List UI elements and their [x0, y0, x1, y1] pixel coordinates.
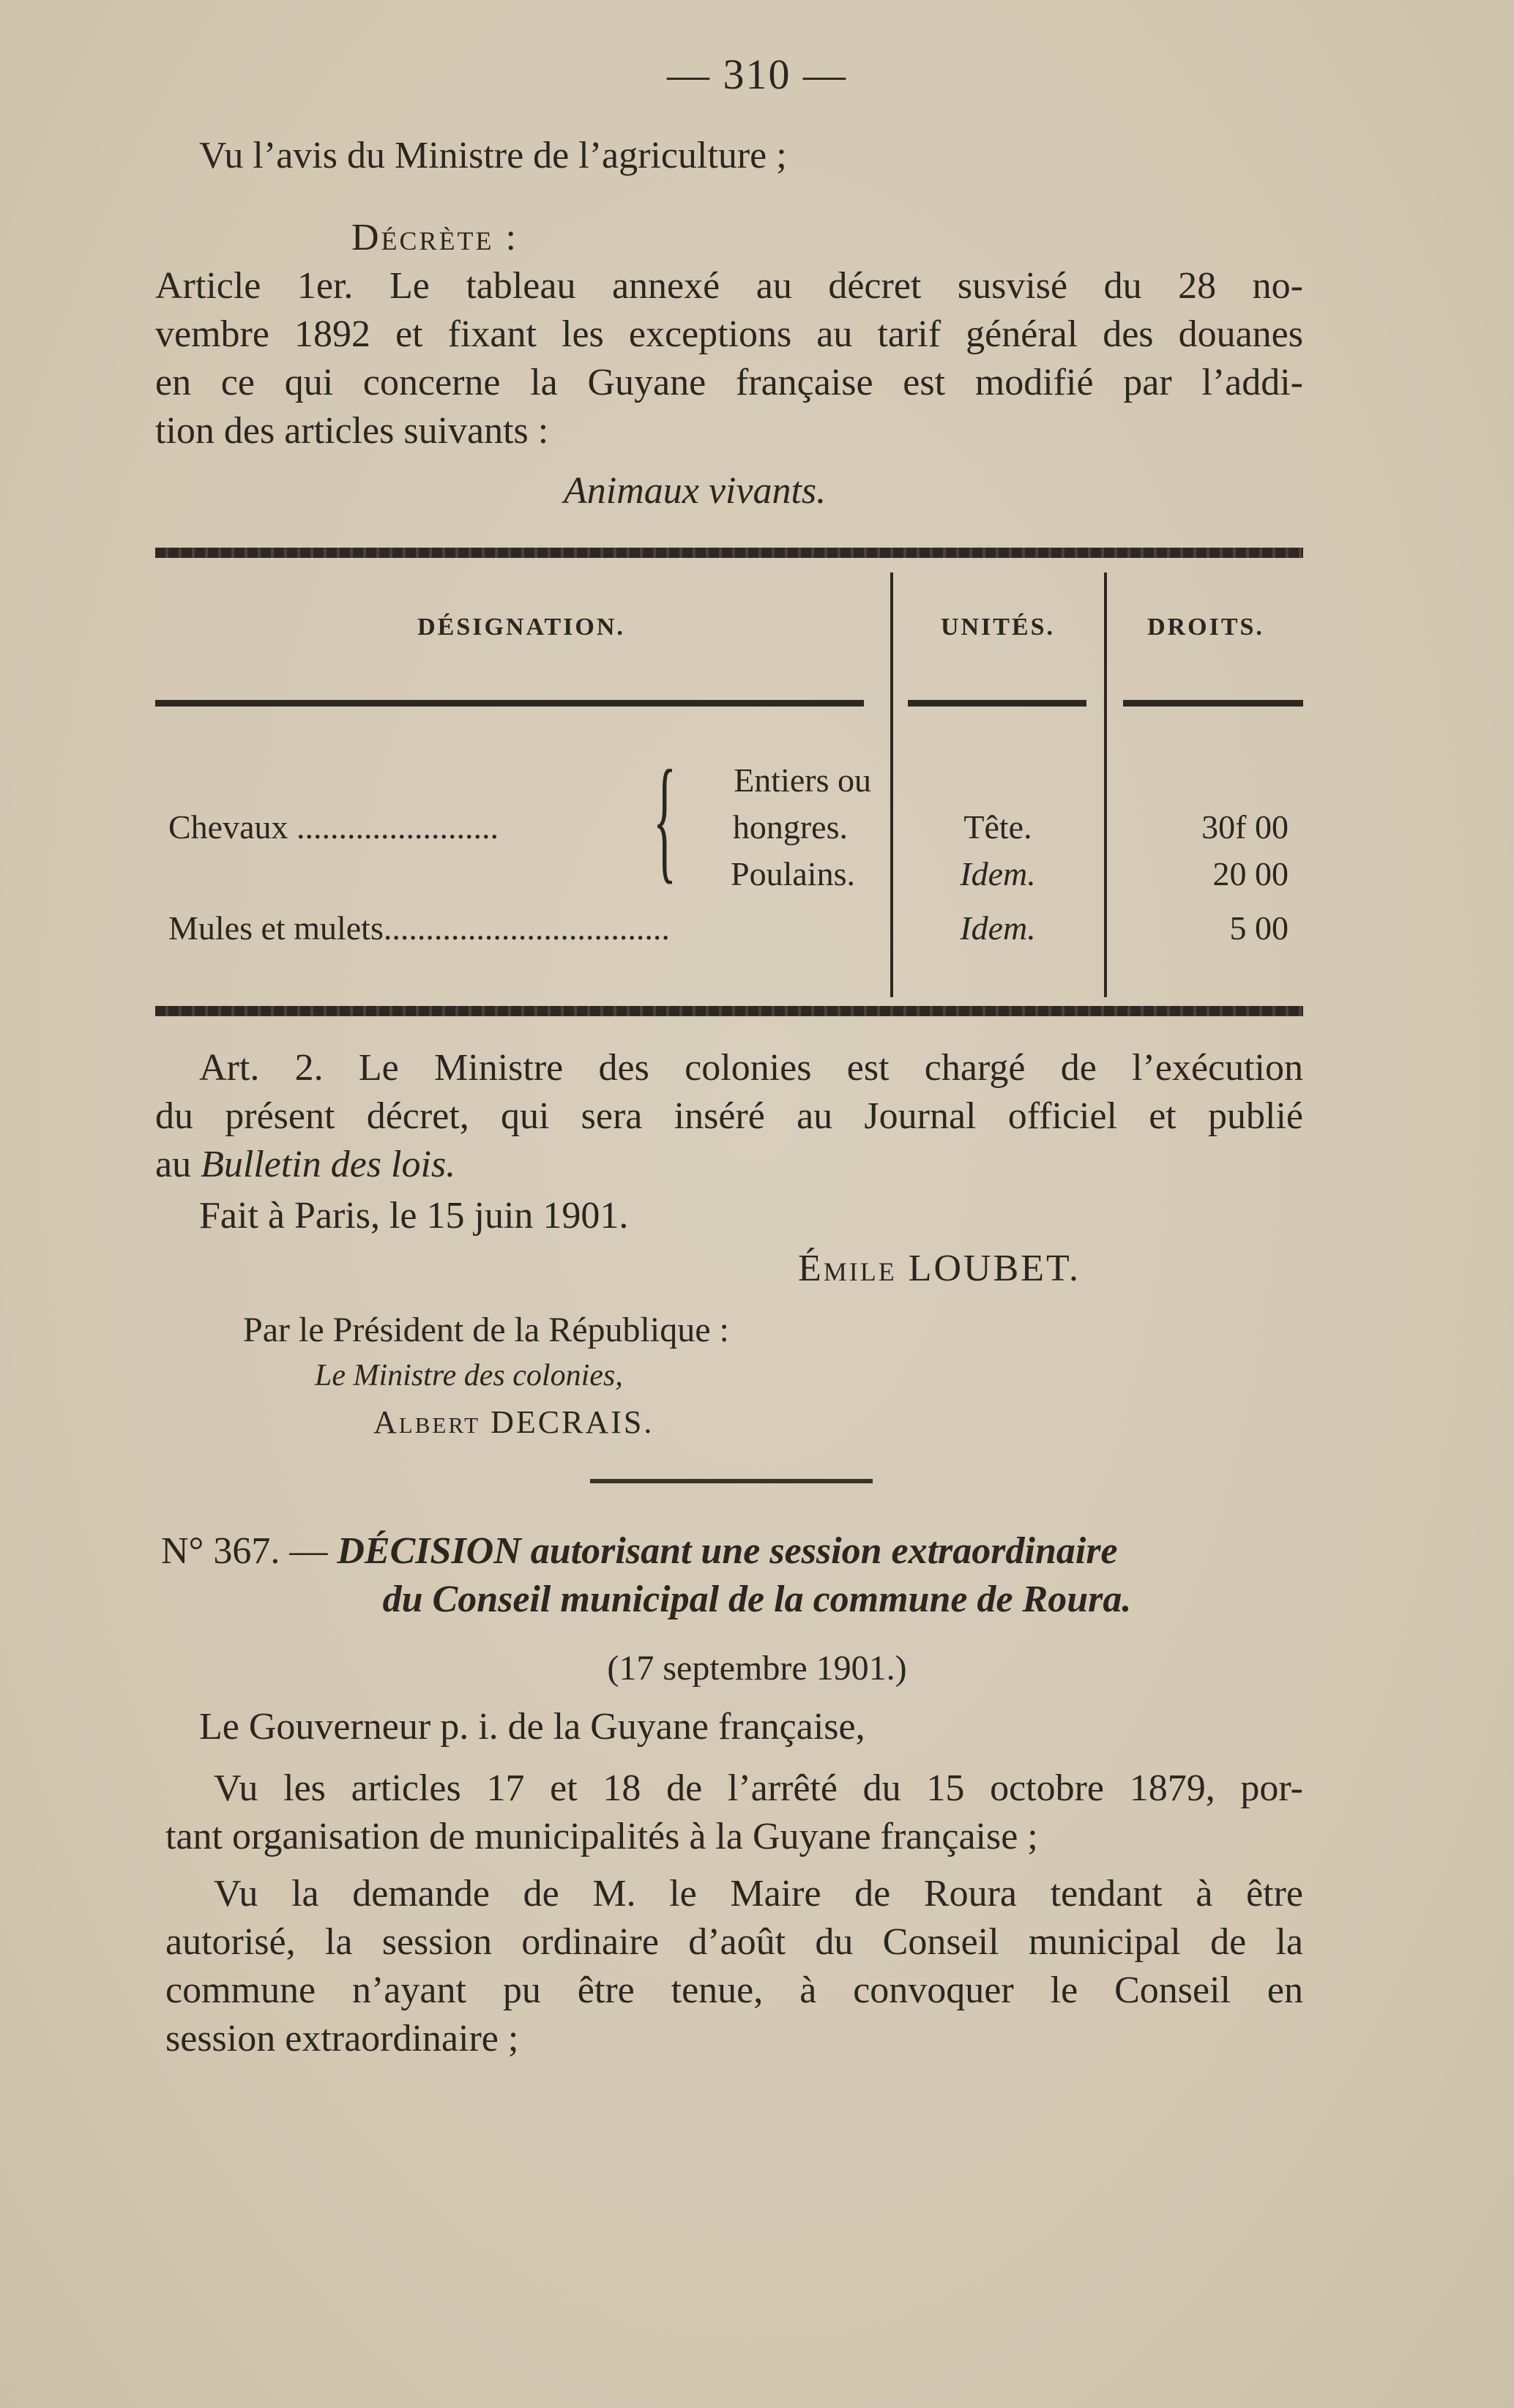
vu2-line-1: Vu la demande de M. le Maire de Roura tendant à être: [214, 1873, 1303, 1915]
article2-line-1: Art. 2. Le Ministre des colonies est chargé de l’exécution: [199, 1047, 1303, 1089]
header-designation: DÉSIGNATION.: [417, 614, 625, 641]
par-le-president: Par le Président de la République :: [243, 1311, 729, 1349]
fait-a-paris: Fait à Paris, le 15 juin 1901.: [199, 1195, 629, 1237]
table-bottom-rule: [155, 1006, 1303, 1016]
row-2-unite: Idem.: [960, 855, 1036, 892]
article2-line-3: au Bulletin des lois.: [155, 1144, 456, 1185]
article1-line-2: vembre 1892 et fixant les exceptions au tarif général des douanes: [155, 313, 1303, 355]
vu-ministre-line: Vu l’avis du Ministre de l’agriculture ;: [199, 135, 787, 176]
ministre-des-colonies: Le Ministre des colonies,: [315, 1359, 623, 1393]
vu1-line-2: tant organisation de municipalités à la Guyane française ;: [165, 1816, 1038, 1857]
row-3-droit: 5 00: [1229, 909, 1289, 947]
table-top-rule: [155, 548, 1303, 558]
vu2-line-4: session extraordinaire ;: [165, 2018, 519, 2060]
article1-line-4: tion des articles suivants :: [155, 410, 549, 452]
row-1-droit: 30f 00: [1201, 808, 1289, 846]
row-2-droit: 20 00: [1212, 855, 1289, 892]
vu2-line-3: commune n’ayant pu être tenue, à convoquer le Conseil en: [165, 1969, 1303, 2011]
sub-hongres: hongres.: [732, 808, 848, 846]
header-rule-unites: [908, 700, 1086, 707]
section-separator: [590, 1479, 873, 1483]
vu1-line-1: Vu les articles 17 et 18 de l’arrêté du 15 octobre 1879, por-: [214, 1767, 1303, 1809]
vu2-line-2: autorisé, la session ordinaire d’août du Conseil municipal de la: [165, 1921, 1303, 1963]
header-rule-droits: [1123, 700, 1303, 707]
signataire-loubet: Émile LOUBET.: [798, 1248, 1081, 1289]
row-chevaux-label: Chevaux ........................: [168, 808, 499, 846]
header-unites: UNITÉS.: [940, 614, 1056, 641]
article2-line-2: du présent décret, qui sera inséré au Journal officiel et publié: [155, 1095, 1303, 1137]
section-title: Animaux vivants.: [564, 470, 827, 512]
decision-heading-line2: du Conseil municipal de la commune de Roura.: [382, 1578, 1132, 1620]
row-mules-label: Mules et mulets..................................: [168, 909, 670, 947]
sub-poulains: Poulains.: [731, 855, 855, 892]
table-column-divider-1: [890, 573, 893, 997]
row-3-unite: Idem.: [960, 909, 1036, 947]
page-number: — 310 —: [667, 51, 847, 98]
gouverneur-line: Le Gouverneur p. i. de la Guyane française,: [199, 1706, 865, 1748]
albert-decrais: Albert DECRAIS.: [373, 1404, 655, 1440]
decision-date: (17 septembre 1901.): [607, 1649, 907, 1688]
header-rule-designation: [155, 700, 864, 707]
article1-line-1: Article 1er. Le tableau annexé au décret susvisé du 28 no-: [155, 265, 1303, 307]
row-1-unite: Tête.: [963, 808, 1032, 846]
header-droits: DROITS.: [1147, 614, 1264, 641]
decision-heading: N° 367. — DÉCISION autorisant une session extraordinaire: [161, 1530, 1118, 1572]
sub-entiers: Entiers ou: [734, 761, 871, 799]
decrete-heading: Décrète :: [351, 217, 518, 258]
table-column-divider-2: [1104, 573, 1107, 997]
article1-line-3: en ce qui concerne la Guyane française est modifié par l’addi-: [155, 362, 1303, 403]
brace-icon: {: [653, 742, 676, 896]
